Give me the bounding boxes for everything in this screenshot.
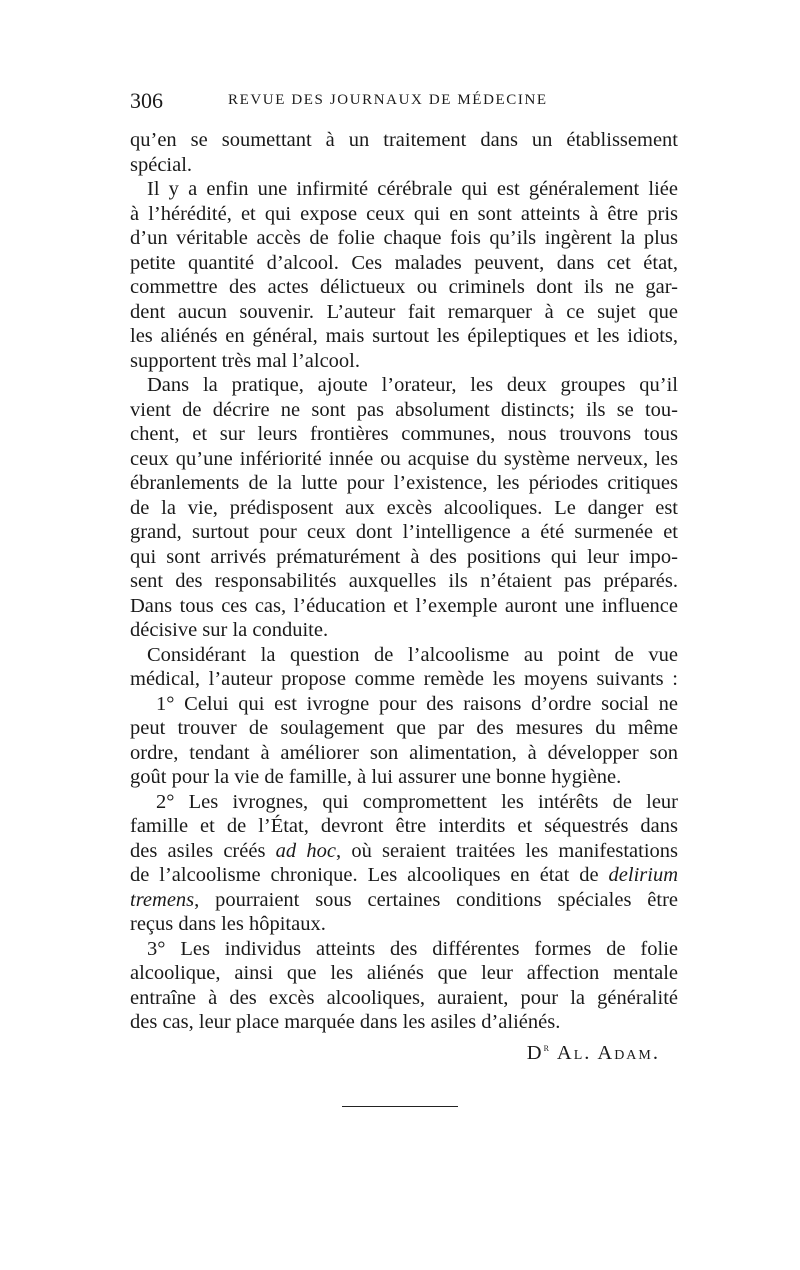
page-header <box>130 88 678 118</box>
text-line: des cas, leur place marquée dans les asiles d’aliénés. <box>130 1011 561 1033</box>
signature-line <box>130 1035 678 1077</box>
text-line: des asiles créés ad hoc, où seraient traitées les manifestations <box>130 839 678 862</box>
text-line: Dans tous ces cas, l’éducation et l’exemple auront une influence <box>130 594 678 617</box>
text-line: sent des responsabilités auxquelles ils n’étaient pas préparés. <box>130 570 678 592</box>
text-line: ébranlements de la lutte pour l’existence, les périodes critiques <box>130 472 678 494</box>
end-rule <box>342 1106 458 1107</box>
text-line: alcoolique, ainsi que les aliénés que leur affection mentale <box>130 962 678 984</box>
text-line: de l’alcoolisme chronique. Les alcooliques en état de delirium <box>130 864 678 886</box>
text-line: les aliénés en général, mais surtout les épileptiques et les idiots, <box>130 325 678 347</box>
text-line: 2° Les ivrognes, qui compromettent les intérêts de leur <box>156 790 678 813</box>
text-line: commettre des actes délictueux ou criminels dont ils ne gar- <box>130 276 678 298</box>
text-line: spécial. <box>130 153 193 176</box>
text-line: Dans la pratique, ajoute l’orateur, les deux groupes qu’il <box>147 374 678 396</box>
text-line: petite quantité d’alcool. Ces malades peuvent, dans cet état, <box>130 251 678 274</box>
text-line: grand, surtout pour ceux dont l’intelligence a été surmenée et <box>130 521 678 543</box>
text-line: qui sont arrivés prématurément à des positions qui leur impo- <box>130 545 678 568</box>
text-line: tremens, pourraient sous certaines conditions spéciales être <box>130 888 678 911</box>
signature-name: Al. Adam. <box>550 1042 660 1065</box>
text-line: ordre, tendant à améliorer son alimentation, à développer son <box>130 741 678 764</box>
text-line: de la vie, prédisposent aux excès alcooliques. Le danger est <box>130 496 678 519</box>
article-body <box>130 128 678 1077</box>
text-line: goût pour la vie de famille, à lui assurer une bonne hygiène. <box>130 766 622 788</box>
text-line: Il y a enfin une infirmité cérébrale qui est généralement liée <box>147 178 678 200</box>
text-line: Considérant la question de l’alcoolisme au point de vue <box>147 643 678 666</box>
text-line: chent, et sur leurs frontières communes, nous trouvons tous <box>130 423 678 445</box>
text-line: dent aucun souvenir. L’auteur fait remarquer à ce sujet que <box>130 300 678 323</box>
text-line: décisive sur la conduite. <box>130 619 329 641</box>
text-line: supportent très mal l’alcool. <box>130 349 360 372</box>
text-line: vient de décrire ne sont pas absolument distincts; ils se tou- <box>130 398 678 421</box>
text-line: 1° Celui qui est ivrogne pour des raisons d’ordre social ne <box>156 692 678 715</box>
text-line: peut trouver de soulagement que par des mesures du même <box>130 717 678 739</box>
signature-title: D <box>526 1042 544 1065</box>
running-head: REVUE DES JOURNAUX DE MÉDECINE <box>228 92 548 108</box>
text-line: d’un véritable accès de folie chaque fois qu’ils ingèrent la plus <box>130 227 678 249</box>
text-line: à l’hérédité, et qui expose ceux qui en sont atteints à être pris <box>130 202 678 225</box>
text-line: 3° Les individus atteints des différentes formes de folie <box>147 937 678 960</box>
text-line: entraîne à des excès alcooliques, auraient, pour la généralité <box>130 986 678 1009</box>
text-line: ceux qu’une infériorité innée ou acquise du système nerveux, les <box>130 447 678 470</box>
page-number: 306 <box>130 88 163 113</box>
text-line: famille et de l’État, devront être interdits et séquestrés dans <box>130 815 678 837</box>
author-signature <box>527 1042 660 1064</box>
text-line: reçus dans les hôpitaux. <box>130 913 326 935</box>
text-line: qu’en se soumettant à un traitement dans un établissement <box>130 129 678 151</box>
text-line: médical, l’auteur propose comme remède les moyens suivants : <box>130 668 678 690</box>
signature-title-sup: r <box>543 1040 551 1055</box>
